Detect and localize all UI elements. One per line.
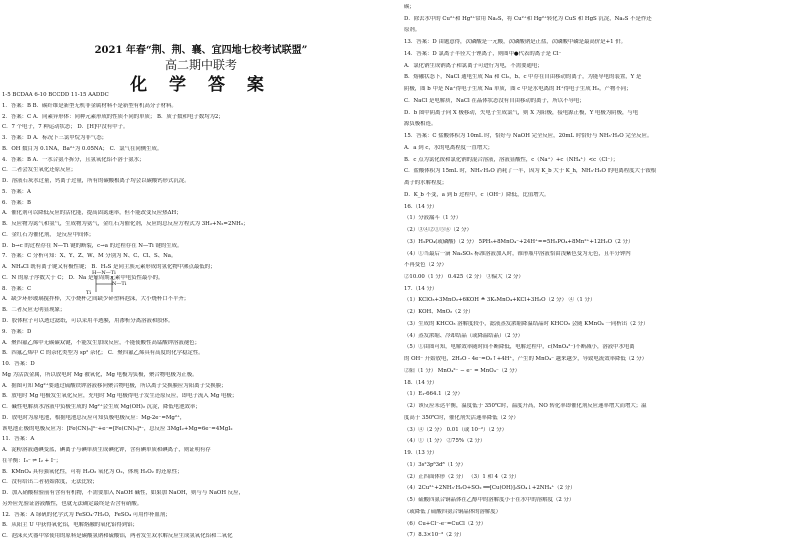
answer-line: 12．答案：A 绿矾的化学式为 FeSO₄·7H₂O，FeSO₄ 可用作补血剂； xyxy=(2,511,171,518)
answer-line: A．缺少环形玻璃搅拌棒，大小烧杯之间缺少碎塑料泡沫，大小烧杯口不平齐； xyxy=(2,296,190,303)
answer-line: 3．答案：D A．标况下三氯甲烷为非气态； xyxy=(2,135,107,142)
diagram-label-mid: N—Ti xyxy=(112,281,127,287)
answer-line: 10．答案：D xyxy=(2,361,35,368)
answer-line: 碳； xyxy=(404,4,415,10)
answer-line: C．盐酸体积为 15mL 时，NH₃·H₂O 消耗了一半，因为 K_b 大于 K_h，NH₃·H₂O 的电离程度大于铵根 xyxy=(404,168,657,175)
answer-line: 在平衡：I₃⁻ ⇌ I₂ + I⁻； xyxy=(2,457,62,464)
answer-line: （5）①由图可知，电解效率随时间不断降低，电解过程中，c(MnO₄²⁻)不断减小，溶液中水电离 xyxy=(404,344,635,351)
answer-line: B．从阳主 U 中获得氧化铝，电解熔融的氧化铝得到铝； xyxy=(2,522,138,529)
answer-line: （2）该反应未达平衡，温度低于 350℃时，温度升高，NO 转化率即催化剂反应速率增大而增大；温 xyxy=(404,403,647,410)
answer-line: C．NaCl 是电解质，NaCl 在晶体状态没有自由移动的离子，所以不导电； xyxy=(404,97,585,104)
answer-line: A．据图可知 Mg²⁺要通过硫酸铁钾溶液移向聚合物电极，所以离子交换膜应为阳离子交换膜； xyxy=(2,382,227,389)
exam-subtitle: 高二期中联考 xyxy=(164,58,237,72)
answer-line: 源负极相连。 xyxy=(404,121,437,128)
answer-line: 18.（14 分） xyxy=(404,379,438,386)
answer-line: C．碱性电解质水溶液中负极生成的 Mg²⁺会生成 Mg(OH)₂ 沉淀，降低电池效率； xyxy=(2,404,201,411)
answer-line: （1）分液漏斗（1 分） xyxy=(404,215,462,222)
answer-line: C．N 的原子序数大于 C； D．Na 是短周期元素中电负性最小的。 xyxy=(2,274,164,281)
answer-line: 原剂。 xyxy=(404,27,421,34)
answer-line: C．7 个电子，7 种运动状态； D．[H]中没有中子。 xyxy=(2,124,129,131)
answer-line: 9．答案：D xyxy=(2,328,32,335)
answer-line: D．b→c 的过程存在 N—Ti 键的断裂，c→a 的过程存在 N—Ti 键的生成。 xyxy=(2,242,183,249)
answer-line: 6．答案：B xyxy=(2,199,31,206)
answer-line: （3）H₃PO₄(或磷酸)（2 分） 5PH₃+8MnO₄⁻+24H⁺==5H₃PO₄+8Mn²⁺+12H₂O（2 分） xyxy=(404,238,634,245)
answer-line: 13．答案：D 由题意得，次磷酸是一元酸，次磷酸钠是正盐，次磷酸中磷是最高价是+1 价。 xyxy=(404,39,627,46)
answer-line: Mg 为活泼金属，所以放电时 Mg 被氧化，Mg 电极为负极，聚合物电极为正极。 xyxy=(2,371,198,378)
answer-line: 2．答案：C A．同素异形体：同种元素形成的性质不同的单质； B．质子数和电子数均为2； xyxy=(2,113,224,120)
answer-line: B．c 点为氯化铵和氯化钠的混合溶液，溶液显酸性，c（Na⁺）+c（NH₄⁺）<c（Cl⁻）； xyxy=(404,156,619,163)
answer-line: 15．答案：C 盐酸体积为 10mL 时，恰好与 NaOH 完全反应，20mL 时恰好与 NH₃·H₂O 完全反应。 xyxy=(404,133,653,140)
answer-line: B．OH 数目为 0.1NA，Ba²⁺为 0.05NA； C．氯气在同侧生成。 xyxy=(2,145,163,152)
answer-line: （1）KClO₃+3MnO₂+6KOH ≜ 3K₂MnO₄+KCl+3H₂O（2 分） ④（1 分） xyxy=(404,297,596,304)
answer-line: D．溶液石灰水过量，钙离子过量，所有的碳酸根离子均会以碳酸钙形式沉淀。 xyxy=(2,178,190,185)
answer-line: （5）硫酸四氨合铜晶体在乙醇中的溶解度小于在水中的溶解度（2 分） xyxy=(404,497,575,504)
answer-line: （或降低了硫酸四氨合铜晶体的溶解度） xyxy=(404,508,502,515)
answer-line: D．除去水中的 Cu²⁺和 Hg²⁺常用 Na₂S，将 Cu²⁺和 Hg²⁺转化为 CuS 和 HgS 沉淀，Na₂S 不是作还 xyxy=(404,15,652,22)
answer-line: ②阳（1 分） MnO₄²⁻ − e⁻ = MnO₄⁻（2 分） xyxy=(404,367,521,374)
exam-title: 2021 年春“荆、荆、襄、宜四地七校考试联盟” xyxy=(94,45,308,56)
answer-line: D．K_b 不变，a 到 b 过程中，c（OH⁻）降低，比值增大。 xyxy=(404,191,550,198)
answer-line: B．四氟乙烯中 C 的杂化类型为 sp² 杂化； C．聚四氟乙烯具有高度的化学稳定性。 xyxy=(2,350,204,357)
answer-line: C．没有给出二者初始浓度，无法比较； xyxy=(2,479,98,486)
answer-line: 14．答案：D 氯离子半径大于锂离子，则图中●代表的离子是 Cl⁻ xyxy=(404,50,562,57)
diagram-label-sub: Ti xyxy=(86,290,91,296)
answer-line: C．泡沫灭火器中常使用的原料是碳酸氢钠和硫酸铝，两者发生双水解反应生成氢氧化铝和二氧化 xyxy=(2,533,233,540)
answer-line: （7）8.3×10⁻³（2 分） xyxy=(404,532,465,539)
answer-line: （4）①当最后一滴 Na₂SO₃ 标准溶液加入时，锥形瓶中溶液恰由浅紫色变为无色，且半分钟内 xyxy=(404,250,631,257)
answer-line: 5．答案：A xyxy=(2,188,31,195)
answer-line: D．加入硝酸检验前有含有有机物，不需要加入 NaOH 碱性，如果加 NaOH，则与与 NaOH 反应， xyxy=(2,490,244,497)
answer-line: （3）生成的 KHCO₃ 溶解度较小，滤液蒸发浓缩降温结晶时 KHCO₃ 会随 KMnO₄ 一同析出（2 分） xyxy=(404,320,649,327)
answer-line: B．KMnO₄ 具有强氧化性，可将 H₂O₂ 氧化为 O₂，体现 H₂O₂ 的还原性； xyxy=(2,468,183,475)
diagram-label-top: H—N—Ti xyxy=(92,270,116,276)
answer-line: （6）Cu+Cl⁻-e⁻=CuCl（2 分） xyxy=(404,520,487,527)
answer-heading: 化 学 答 案 xyxy=(130,75,272,95)
answer-line: A．淀粉溶液遇碘变蓝，碘离子与碘单质生成碘化钾，含有碘单质和碘离子，则证明有存 xyxy=(2,447,211,454)
answer-line: 1．答案：B B．碳纤维是新型无机非金属材料不是新型有机高分子材料。 xyxy=(2,102,177,109)
answer-line: 离子的水解程度； xyxy=(404,180,448,187)
answer-line: C．金红石为催化剂， 是反应中间体； xyxy=(2,231,95,238)
answer-line: B．反应物为氮气和氢气，生成物为氨气，金红石为催化剂，反应的总反应方程式为 3H₂+N₂=2NH₃； xyxy=(2,221,249,228)
answer-line: （2）KOH、MnO₂（2 分） xyxy=(404,309,474,316)
answer-line: 16.（14 分） xyxy=(404,203,438,210)
answer-line: D．b 图中阴离子向 X 极移动，失电子生成氯气，则 X 为阳极，接电源正极，Y 电极为阴极，与电 xyxy=(404,109,639,116)
answer-line: 的 OH⁻ 开始放电，2H₂O - 4e⁻=O₂↑+4H⁺，产生的 MnO₄⁻ 越来越少，导致电流效率降低（2 分） xyxy=(404,356,648,363)
answer-line: ②10.00（1 分） 0.425（2 分） ③偏大（2 分） xyxy=(404,274,524,280)
answer-line: A．催化剂可以降低反应的活化能，提高固氮速率，但不能改变反应热ΔH； xyxy=(2,210,182,217)
answer-line: （4）2Cu²⁺+2NH₃·H₂O+SO₂ ══[Cu(OH)]₂SO₄↓+2NH₄⁺（2 分） xyxy=(404,485,576,492)
answer-line: C．二者会发生氧化还原反应； xyxy=(2,167,77,174)
answer-line: 该电池正极的电极反应为：[Fe(CN)₆]³⁻+e⁻=[Fe(CN)₆]⁴⁻，总反应 3MgI₂+Mg=6e⁻=4MgI₂ xyxy=(2,425,233,432)
answer-line: A．氯化钠生成钠离子和氯离子可进行为电，不需要通电； xyxy=(404,62,543,69)
answer-line: （4）①（1 分） ②75%（2 分） xyxy=(404,438,486,445)
answer-line: A．NH₄Cl 既有离子键又有极性键； B．H₂S 是同主族元素形成的氢化物中沸点最低的； xyxy=(2,264,216,271)
answer-line: 度高于 350℃时，催化剂失活速率降低（2 分） xyxy=(404,414,519,421)
answer-line: 4．答案：B A．一水合氨不拆分，且氢氧化铝不溶于氨水； xyxy=(2,156,145,163)
answer-line: （2）正四面体形（2 分） （3）1 和 4（2 分） xyxy=(404,473,520,480)
answer-line: （1）E₁-664.1（2 分） xyxy=(404,391,463,398)
answer-line: 8．答案：C xyxy=(2,285,32,292)
answer-line: 1-5 BCDAA 6-10 BCCDD 11-15 AADDC xyxy=(2,92,109,98)
answer-line: B．熔融状态下，NaCl 通电生成 Na 和 Cl₂，b、c 中存在自由移动的离子，为能导电的装置，Y 是 xyxy=(404,74,642,81)
answer-line: A．聚四氟乙烯中无碳碳双键，不能发生加成反应，不能使酸性高锰酸钾溶液褪色； xyxy=(2,339,200,346)
answer-line: （1）3s²3p⁶3d⁸（1 分） xyxy=(404,461,466,468)
answer-line: B．放电时 Mg 电极发生氧化反应，充电时 Mg 电极得电子发生还原反应，即电子流入 Mg 电极； xyxy=(2,393,238,400)
answer-line: 不再变色（2 分） xyxy=(404,262,447,269)
answer-line: 19.（13 分） xyxy=(404,450,438,457)
answer-line: 11．答案：A xyxy=(2,436,35,443)
answer-line: 7．答案：C 分析可知：X、Y、Z、W、M 分别为 N、C、Cl、S、Na。 xyxy=(2,253,177,260)
answer-line: 另外应先验证溶液酸性，也就无法确定最终是否含有硝酸。 xyxy=(2,500,143,507)
answer-line: D．胶体粒子可以透过滤纸，可以采用半透膜，用渗析分离溶液和胶体。 xyxy=(2,318,174,324)
answer-line: D．放电时为原电池，根据电池总反应可知负极电极反应：Mg-2e⁻=Mg²⁺， xyxy=(2,414,186,421)
answer-line: A．a 到 c，水的电离程度一直增大； xyxy=(404,144,494,151)
answer-line: B．二者反应无明显现象； xyxy=(2,307,66,314)
answer-line: （2）③④②①⑤⑥（2 分） xyxy=(404,227,472,234)
answer-line: 阴极，图 b 中是 Na⁺得电子生成 Na 单质，图 c 中是水电离的 H⁺得电子生成 H₂，产物不同； xyxy=(404,86,632,93)
answer-line: （3）④（2 分） 0.01（或 10⁻²）（2 分） xyxy=(404,426,507,433)
answer-line: 17.（14 分） xyxy=(404,285,438,292)
answer-line: （4）蒸发浓缩、冷却结晶（或降温结晶）（2 分） xyxy=(404,332,524,339)
